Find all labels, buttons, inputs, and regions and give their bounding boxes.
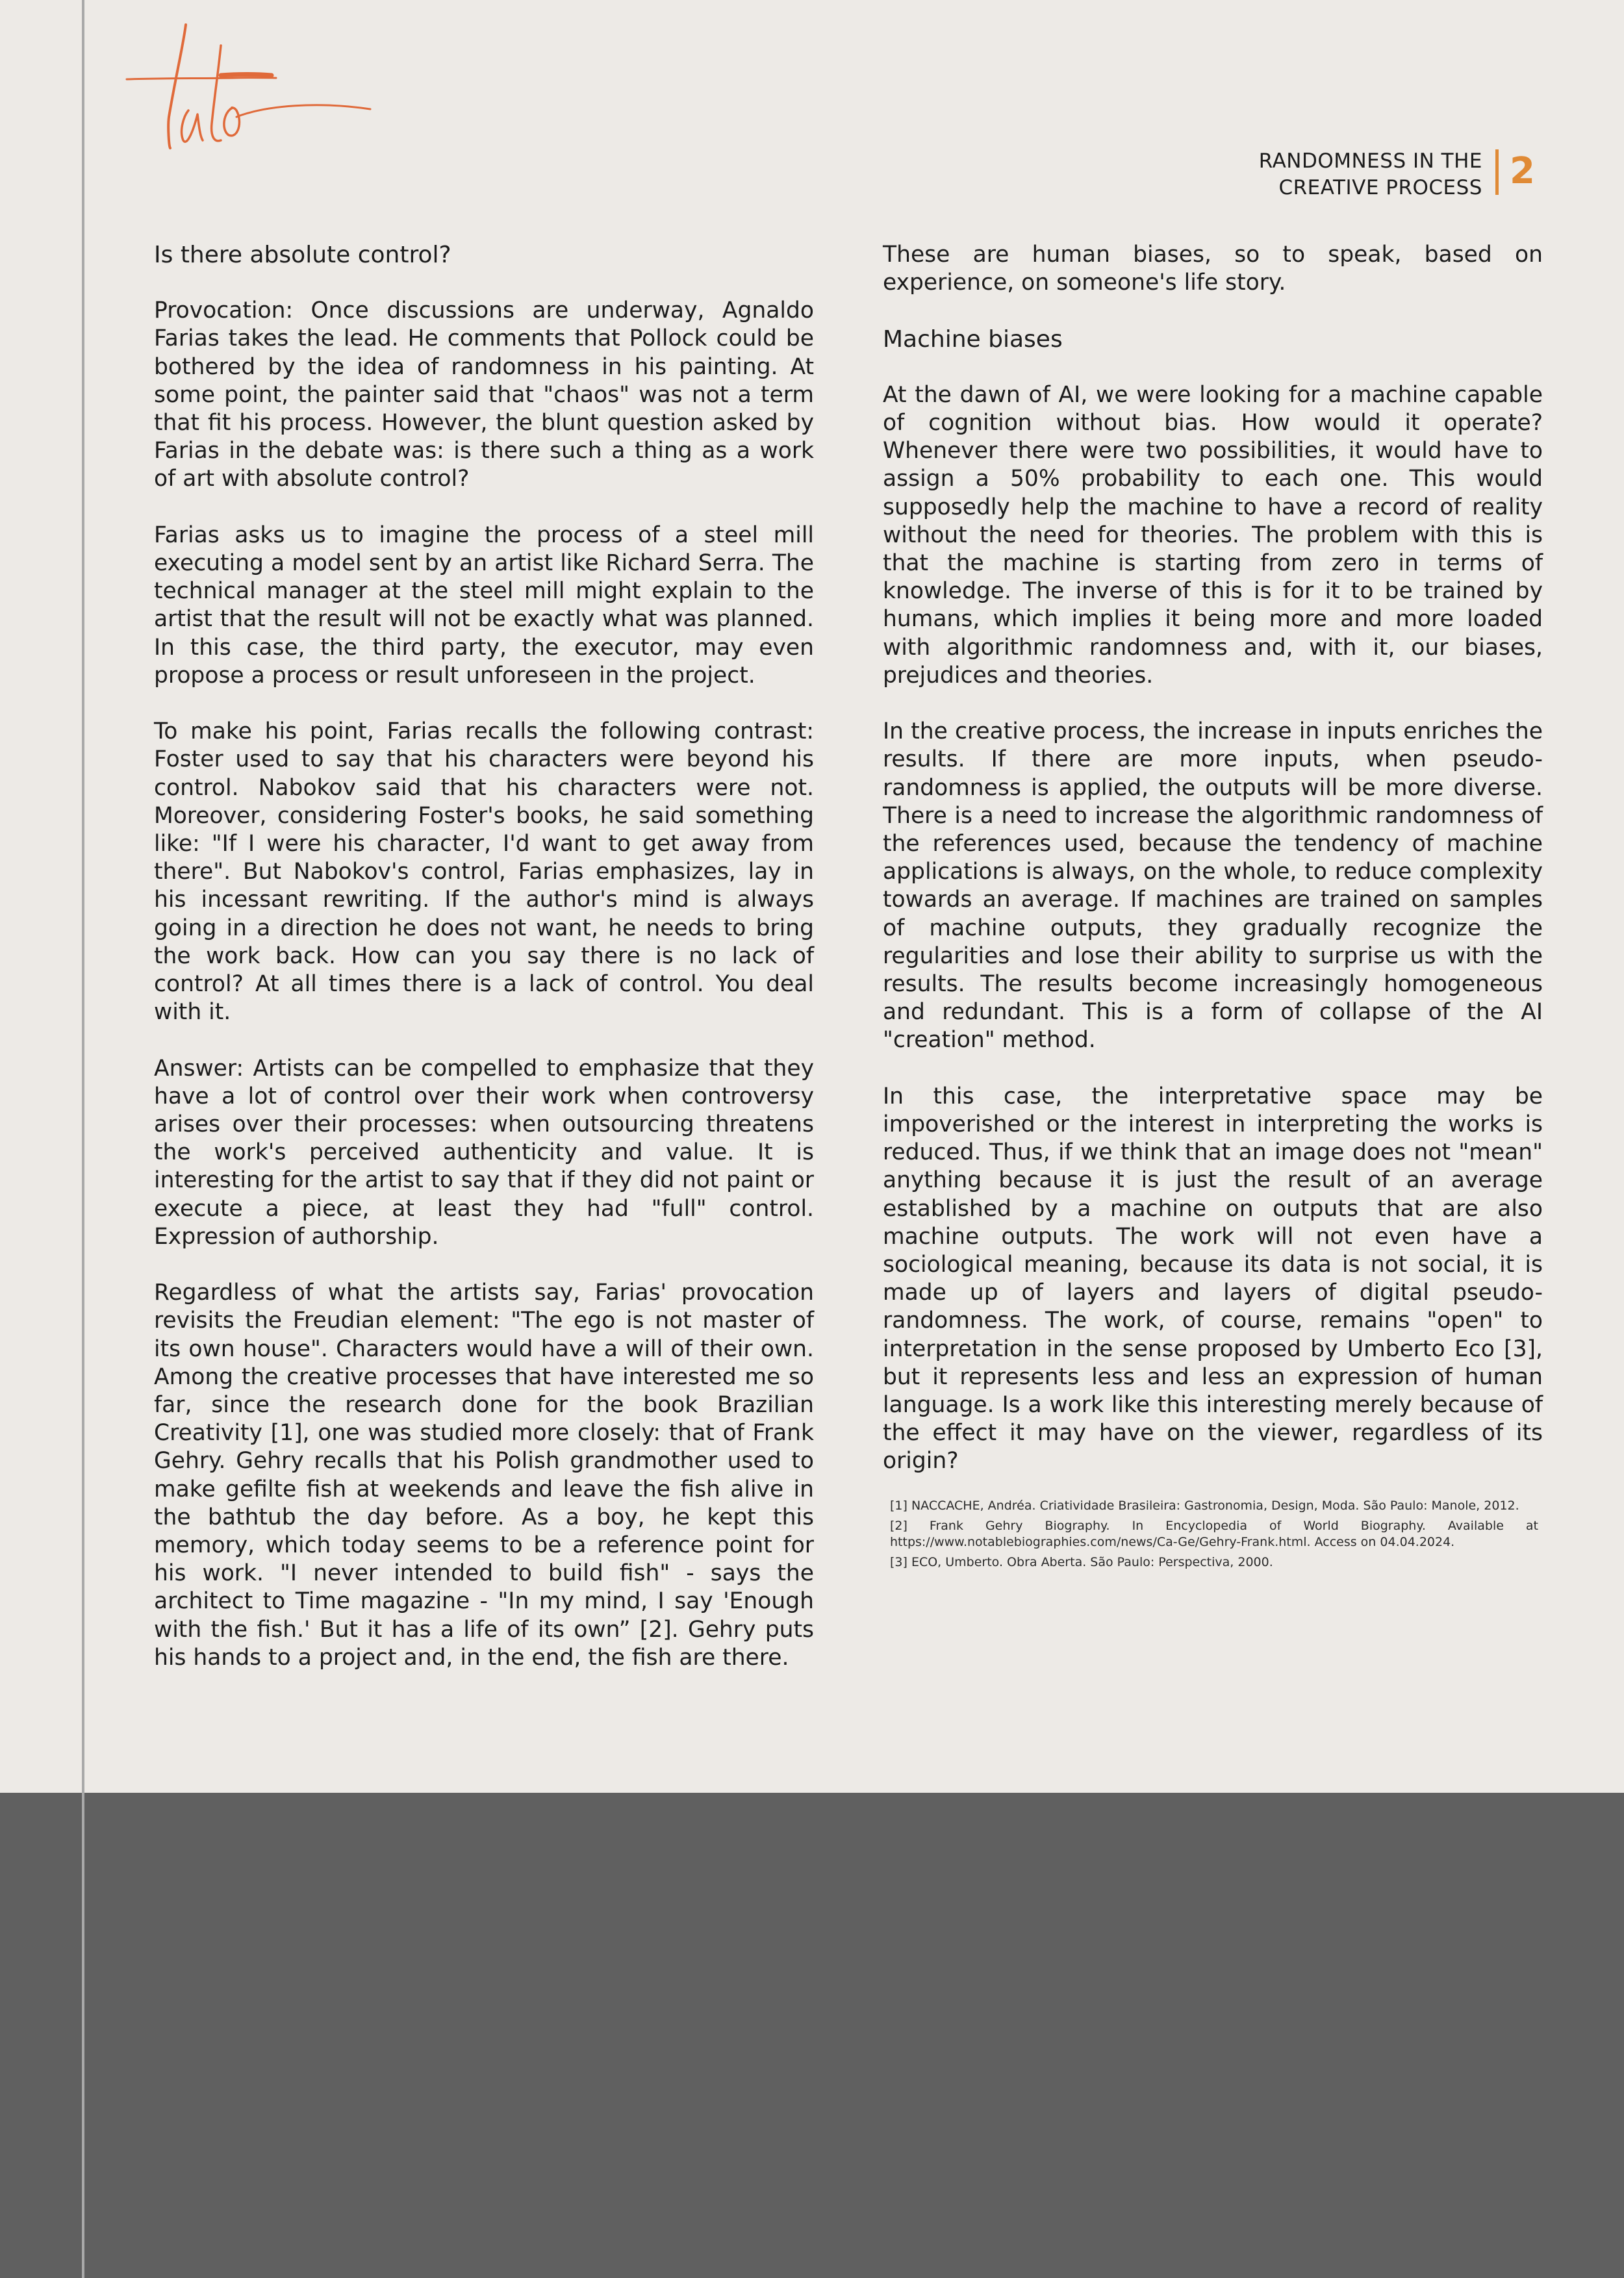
header-title-line-2: CREATIVE PROCESS: [1278, 176, 1482, 199]
paragraph: Regardless of what the artists say, Farias' provocation revisits the Freudian element: "The ego is not master of its own house". Characters would have a will of their own. Among the creative processes that have interested me so far, since the research done for the book Brazilian Creativity [1], one was studied more closely: that of Frank Gehry. Gehry recalls that his Polish grandmother used to make gefilte fish at weekends and leave the fish alive in the bathtub the day before. As a boy, he kept this memory, which today seems to be a reference point for his work. "I never intended to build fish" - says the architect to Time magazine - "In my mind, I say 'Enough with the fish.' But it has a life of its own” [2]. Gehry puts his hands to a project and, in the end, the fish are there.: [154, 1280, 814, 1671]
header-title-line-1: RANDOMNESS IN THE: [1258, 149, 1482, 173]
footnote: [3] ECO, Umberto. Obra Aberta. São Paulo: Perspectiva, 2000.: [890, 1555, 1273, 1569]
paragraph: To make his point, Farias recalls the following contrast: Foster used to say that his characters were beyond his control. Nabokov said that his characters were not. Moreover, considering Foster's books, he said something like: "If I were his character, I'd want to get away from there". But Nabokov's control, Farias emphasizes, lay in his incessant rewriting. If the author's mind is always going in a direction he does not want, he needs to bring the work back. How can you say there is no lack of control? At all times there is a lack of control. You deal with it.: [154, 718, 814, 1026]
paragraph: Provocation: Once discussions are underway, Agnaldo Farias takes the lead. He comments that Pollock could be bothered by the idea of randomness in his painting. At some point, the painter said that "chaos" was not a term that fit his process. However, the blunt question asked by Farias in the debate was: is there such a thing as a work of art with absolute control?: [154, 297, 814, 492]
paragraph: Farias asks us to imagine the process of a steel mill executing a model sent by an artist like Richard Serra. The technical manager at the steel mill might explain to the artist that the result will not be exactly what was planned. In this case, the third party, the executor, may even propose a process or result unforeseen in the project.: [154, 522, 814, 689]
section-heading-absolute-control: Is there absolute control?: [154, 242, 451, 268]
running-header-title: [1259, 148, 1482, 201]
page-number: 2: [1510, 150, 1535, 192]
section-heading-machine-biases: Machine biases: [883, 325, 1063, 353]
paragraph: Answer: Artists can be compelled to emphasize that they have a lot of control over their work when controversy arises over their processes: when outsourcing threatens the work's perceived authenticity and value. It is interesting for the artist to say that if they did not paint or execute a piece, at least they had "full" control. Expression of authorship.: [154, 1055, 814, 1250]
left-column: [154, 241, 814, 1700]
margin-rule: [82, 0, 84, 2278]
paragraph: These are human biases, so to speak, based on experience, on someone's life story.: [883, 242, 1543, 296]
right-column: [883, 241, 1543, 1504]
footer-band: [0, 1793, 1624, 2278]
tato-signature-logo: [123, 19, 377, 156]
footnote: [1] NACCACHE, Andréa. Criatividade Brasileira: Gastronomia, Design, Moda. São Paulo: Manole, 2012.: [890, 1499, 1519, 1513]
paragraph: At the dawn of AI, we were looking for a machine capable of cognition without bias. How would it operate? Whenever there were two possibilities, it would have to assign a 50% probability to each one. This would supposedly help the machine to have a record of reality without the need for theories. The problem with this is that the machine is starting from zero in terms of knowledge. The inverse of this is for it to be trained by humans, which implies it being more and more loaded with algorithmic randomness and, with it, our biases, prejudices and theories.: [883, 381, 1543, 689]
paragraph: In this case, the interpretative space may be impoverished or the interest in interpreting the works is reduced. Thus, if we think that an image does not "mean" anything because it is just the result of an average established by a machine on outputs that are also machine outputs. The work will not even have a sociological meaning, because its data is not social, it is made up of layers and layers of digital pseudo-randomness. The work, of course, remains "open" to interpretation in the sense proposed by Umberto Eco [3], but it represents less and less an expression of human language. Is a work like this interesting merely because of the effect it may have on the viewer, regardless of its origin?: [883, 1083, 1543, 1474]
footnotes: [890, 1498, 1538, 1575]
header-accent-bar: [1495, 149, 1499, 195]
footnote: [2] Frank Gehry Biography. In Encyclopedia of World Biography. Available at https://www.notablebiographies.com/news/Ca-Ge/Gehry-Frank.html. Access on 04.04.2024.: [890, 1519, 1538, 1549]
paragraph: In the creative process, the increase in inputs enriches the results. If there are more inputs, when pseudo-randomness is applied, the outputs will be more diverse. There is a need to increase the algorithmic randomness of the references used, because the tendency of machine applications is always, on the whole, to reduce complexity towards an average. If machines are trained on samples of machine outputs, they gradually recognize the regularities and lose their ability to surprise us with the results. The results become increasingly homogeneous and redundant. This is a form of collapse of the AI "creation" method.: [883, 718, 1543, 1054]
